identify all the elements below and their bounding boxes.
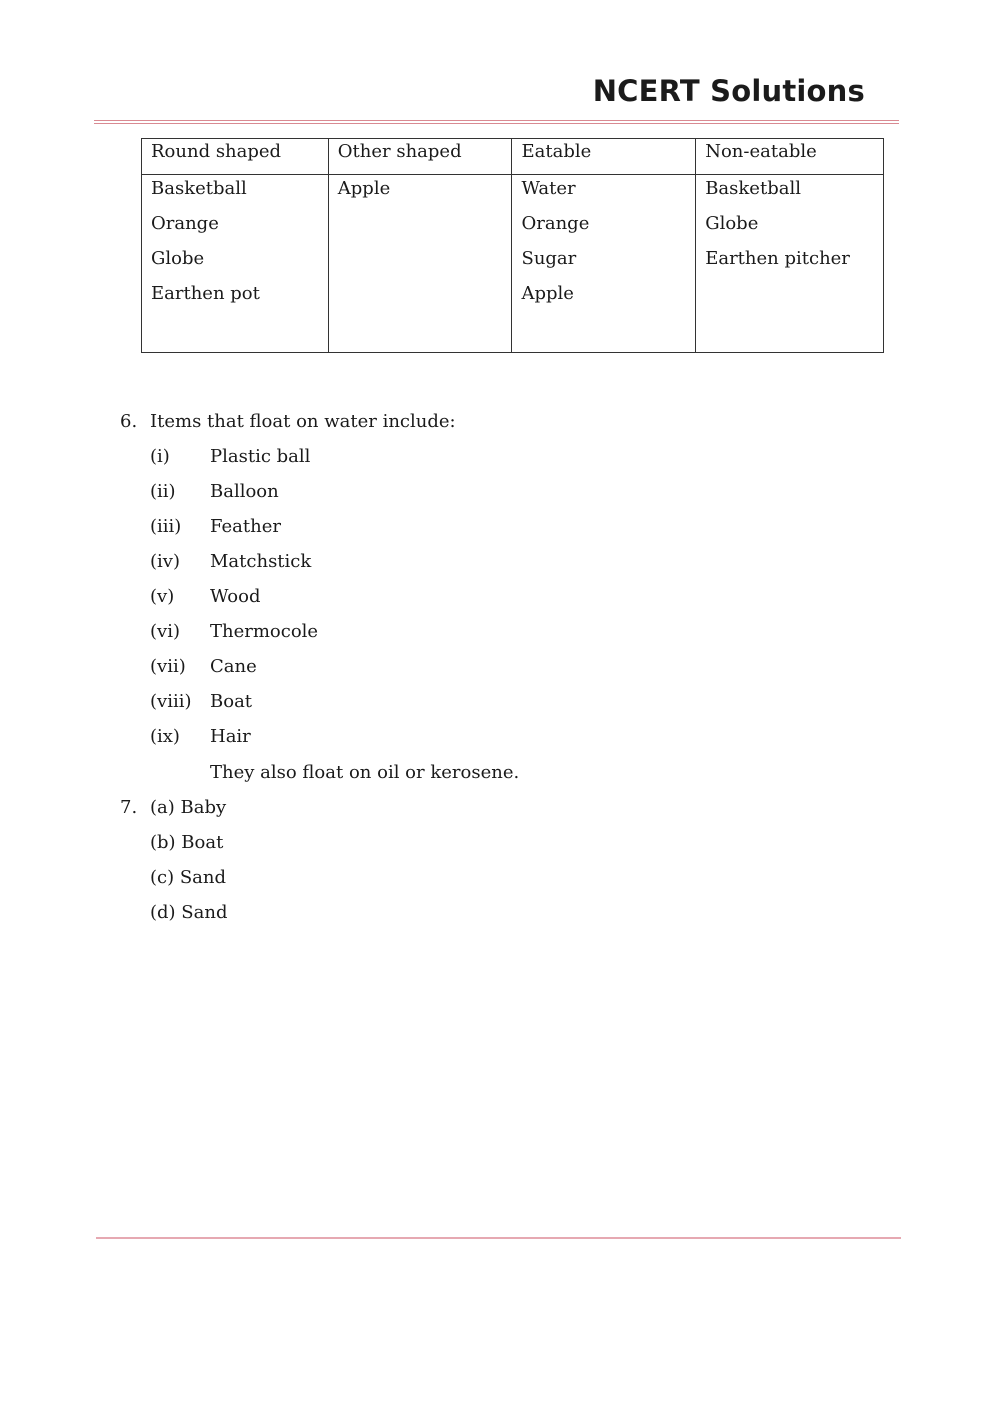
table-row [142, 175, 884, 353]
answer-item: (c) Sand [150, 867, 227, 888]
table-cell-item: Sugar [521, 248, 577, 269]
table-cell-item: Basketball [705, 178, 801, 199]
round-shaped-cell [142, 175, 329, 353]
float-item: Feather [210, 516, 281, 537]
question-7-number: 7. [120, 797, 138, 818]
table-cell-item: Earthen pot [151, 283, 260, 304]
item-roman: (iii) [150, 516, 182, 537]
table-cell-item: Globe [705, 213, 759, 234]
item-roman: (v) [150, 586, 175, 607]
float-item: Thermocole [210, 621, 319, 642]
item-roman: (iv) [150, 551, 180, 572]
table-cell-item: Water [521, 178, 576, 199]
answer-item: (a) Baby [150, 797, 227, 818]
eatable-cell [512, 175, 696, 353]
item-roman: (i) [150, 446, 170, 467]
float-item: Wood [210, 586, 261, 607]
answer-item: (d) Sand [150, 902, 228, 923]
table-cell-item: Apple [521, 283, 574, 304]
item-roman: (vi) [150, 621, 180, 642]
question-6-note: They also float on oil or kerosene. [210, 762, 520, 783]
classification-table [141, 138, 884, 353]
float-item: Balloon [210, 481, 279, 502]
table-cell-item: Basketball [151, 178, 247, 199]
float-item: Boat [210, 691, 253, 712]
float-item: Matchstick [210, 551, 312, 572]
item-roman: (vii) [150, 656, 186, 677]
brand-title: NCERT Solutions [592, 74, 865, 108]
header-rule-secondary [94, 123, 899, 124]
header-round-shaped: Round shaped [142, 139, 329, 175]
header-rule [94, 120, 899, 121]
item-roman: (ii) [150, 481, 176, 502]
non-eatable-cell [696, 175, 884, 353]
float-item: Hair [210, 726, 251, 747]
float-item: Cane [210, 656, 257, 677]
table-header-row [142, 139, 884, 175]
table-cell-item: Orange [151, 213, 219, 234]
float-item: Plastic ball [210, 446, 311, 467]
header-other-shaped: Other shaped [328, 139, 512, 175]
table-cell-item: Globe [151, 248, 205, 269]
other-shaped-cell [328, 175, 512, 353]
table-cell-item: Orange [521, 213, 590, 234]
answer-item: (b) Boat [150, 832, 224, 853]
item-roman: (ix) [150, 726, 180, 747]
question-6-number: 6. [120, 411, 138, 432]
footer-rule [96, 1237, 901, 1239]
table-cell-item: Earthen pitcher [705, 248, 850, 269]
header-non-eatable: Non-eatable [696, 139, 884, 175]
header-eatable: Eatable [512, 139, 696, 175]
item-roman: (viii) [150, 691, 192, 712]
table-cell-item: Apple [337, 178, 391, 199]
question-6-text: Items that float on water include: [150, 411, 456, 432]
